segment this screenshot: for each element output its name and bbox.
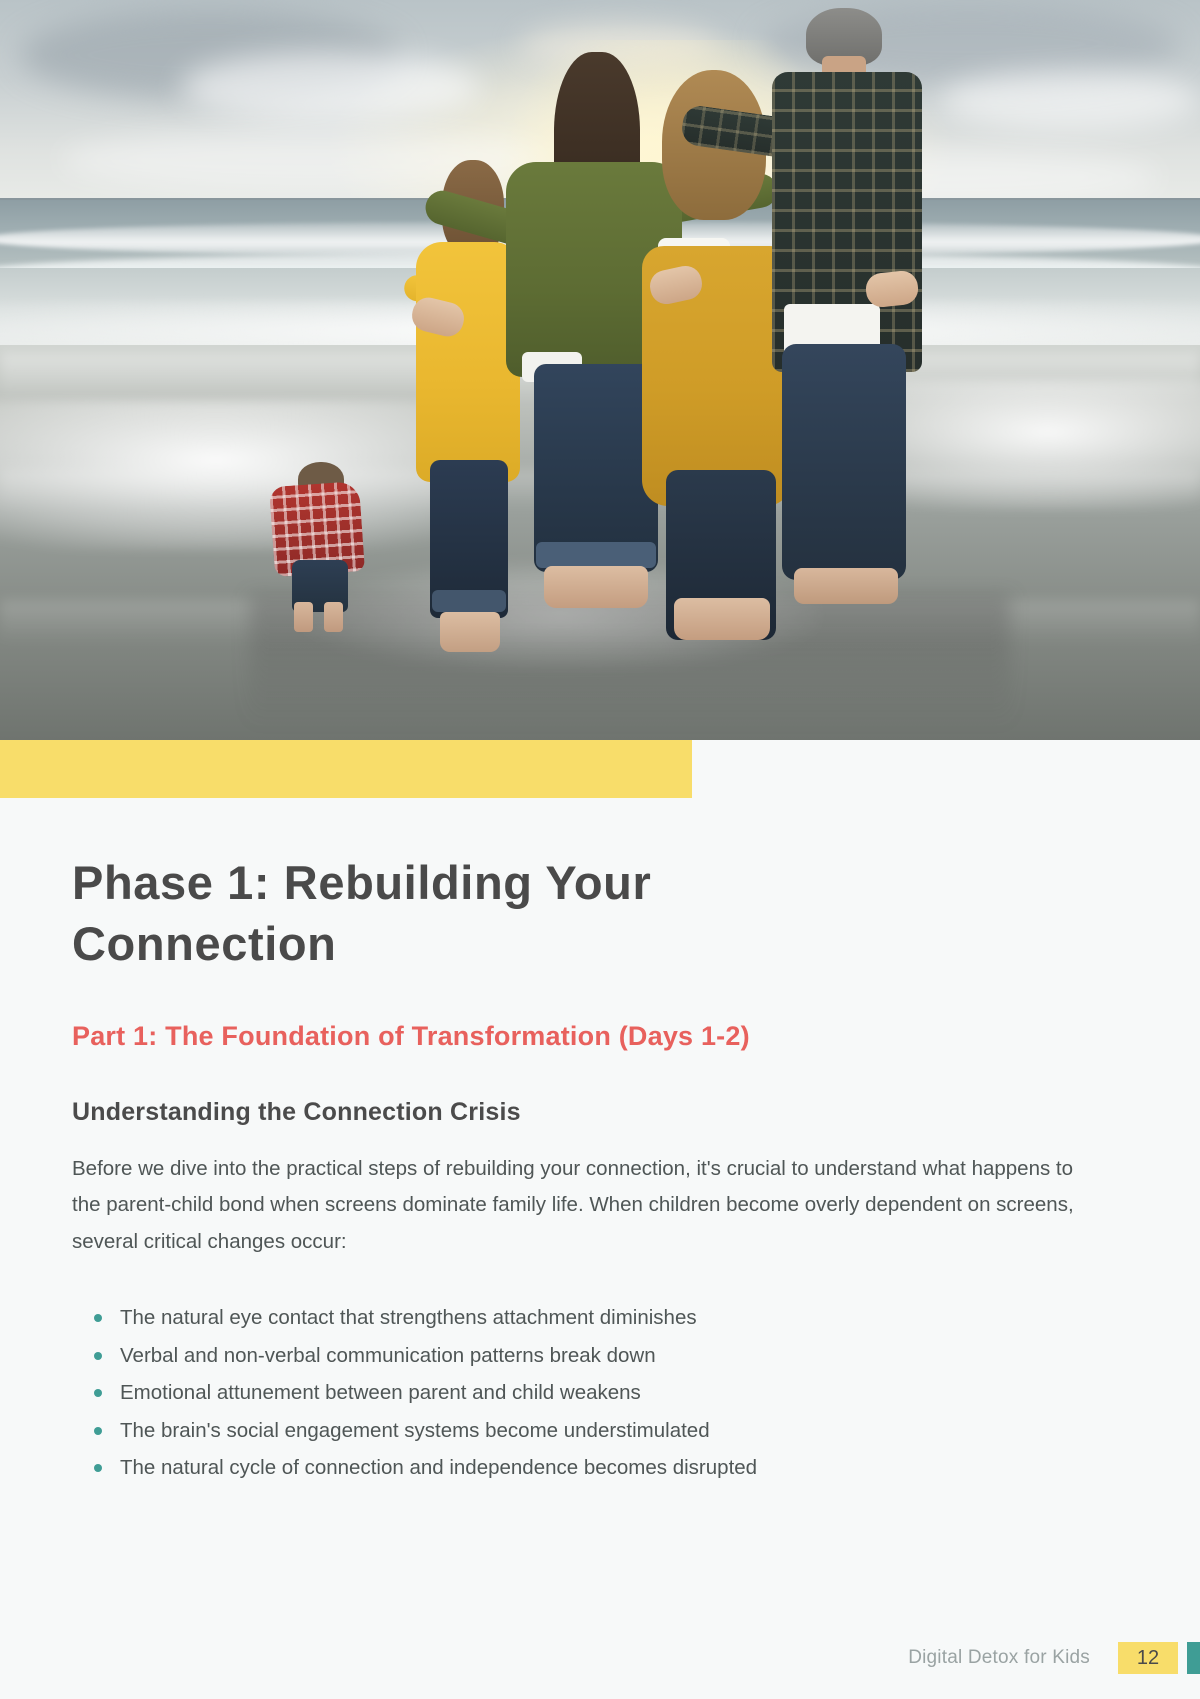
list-item: The natural cycle of connection and independence becomes disrupted <box>94 1450 1122 1486</box>
leg-shape <box>294 602 313 632</box>
leg-shape <box>324 602 343 632</box>
bare-feet <box>794 568 898 604</box>
list-item: The brain's social engagement systems become understimulated <box>94 1413 1122 1449</box>
jeans-cuff <box>432 590 506 612</box>
list-item: Verbal and non-verbal communication patterns break down <box>94 1338 1122 1374</box>
yellow-accent-bar <box>0 740 692 798</box>
cloud-shape <box>180 52 480 122</box>
bare-feet <box>544 566 648 608</box>
part-heading: Part 1: The Foundation of Transformation (Days 1-2) <box>72 1021 750 1052</box>
list-item: The natural eye contact that strengthens attachment diminishes <box>94 1300 1122 1336</box>
jeans-shape <box>782 344 906 580</box>
bare-feet <box>440 612 500 652</box>
teal-accent-tab <box>1187 1642 1200 1674</box>
page-content <box>72 852 1122 1488</box>
sea-foam <box>0 400 440 550</box>
hero-photo-family-on-beach <box>0 0 1200 740</box>
page-footer <box>908 1641 1200 1675</box>
bullet-list <box>72 1300 1122 1486</box>
bare-feet <box>674 598 770 640</box>
page-title: Phase 1: Rebuilding Your Connection <box>72 856 652 971</box>
child-crouching-figure <box>268 462 368 632</box>
father-plaid-shirt-figure <box>768 8 988 628</box>
body-paragraph: Before we dive into the practical steps of rebuilding your connection, it's crucial to understand what happens to the parent-child bond when screens dominate family life. When children become overly dependent on screens, several critical changes occur: <box>72 1156 1074 1253</box>
page-number-badge: 12 <box>1118 1642 1178 1674</box>
footer-document-title: Digital Detox for Kids <box>908 1647 1090 1668</box>
list-item: Emotional attunement between parent and child weakens <box>94 1375 1122 1411</box>
section-heading: Understanding the Connection Crisis <box>72 1097 521 1126</box>
jeans-cuff <box>536 542 656 568</box>
